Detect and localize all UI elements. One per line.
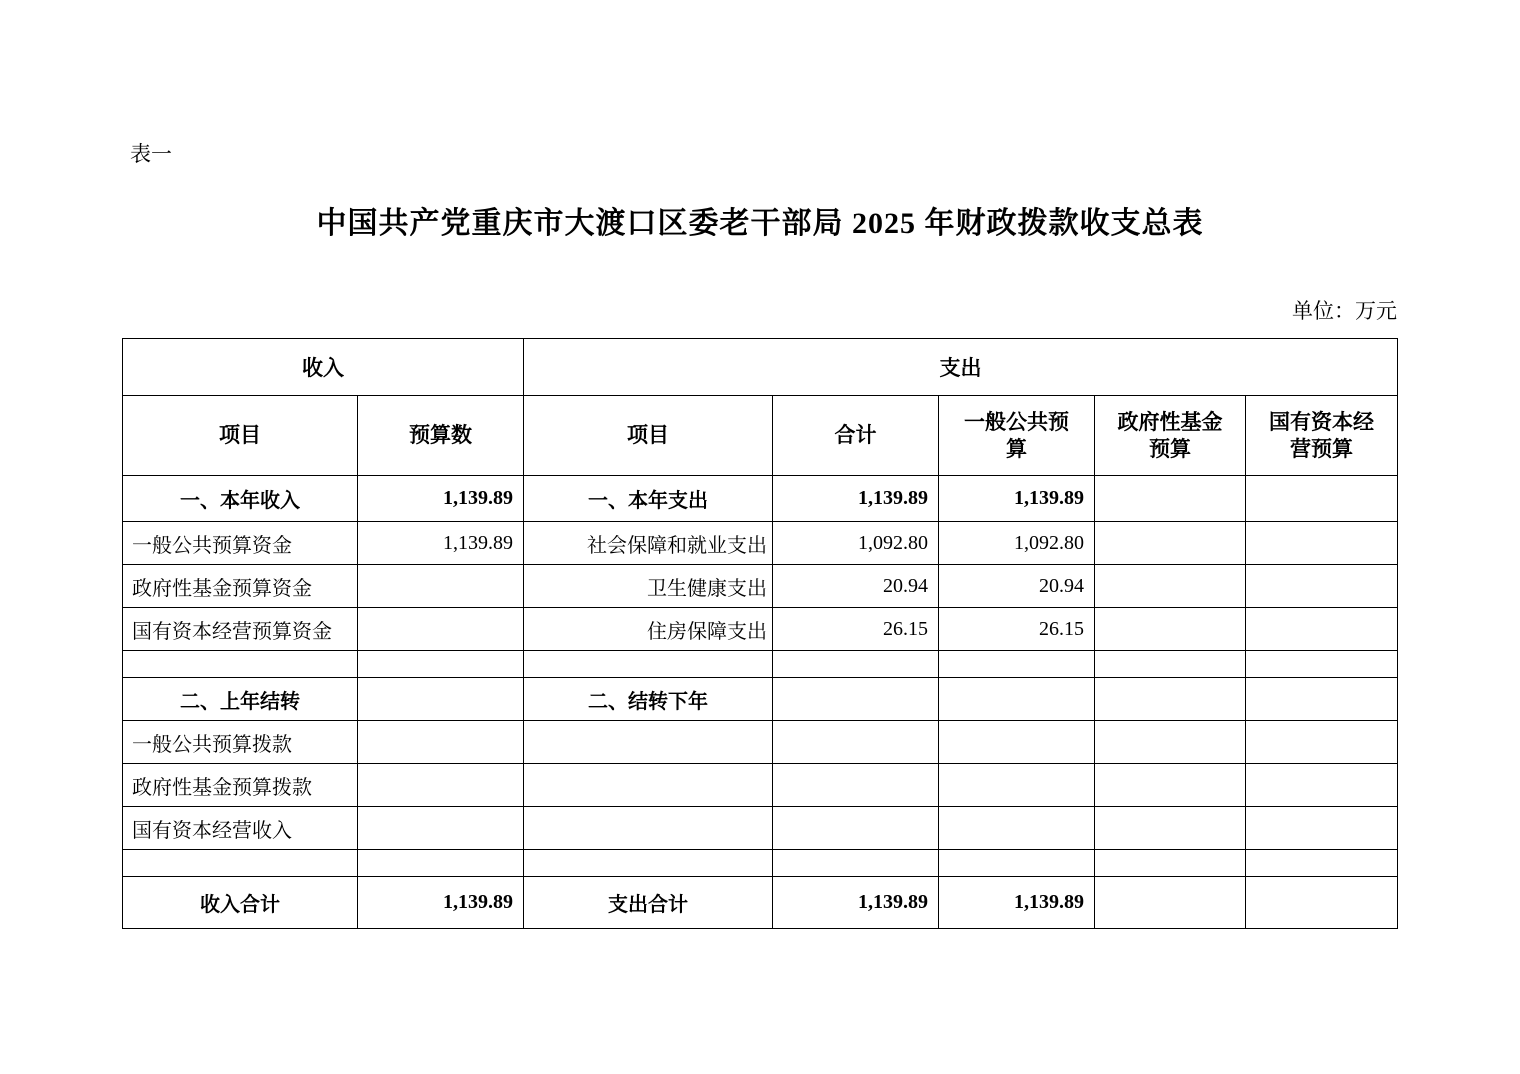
general-public-budget-cell: 1,092.80 bbox=[939, 522, 1095, 565]
expense-total-value-cell: 1,139.89 bbox=[773, 877, 939, 929]
gov-fund-budget-cell bbox=[1095, 565, 1246, 608]
table-row bbox=[123, 522, 1398, 565]
table-row bbox=[123, 721, 1398, 764]
state-capital-budget-cell bbox=[1246, 608, 1398, 651]
expense-item-cell: 二、结转下年 bbox=[524, 678, 773, 721]
state-capital-budget-cell bbox=[1246, 721, 1398, 764]
expense-item-cell bbox=[524, 764, 773, 807]
page-title: 中国共产党重庆市大渡口区委老干部局 2025 年财政拨款收支总表 bbox=[316, 207, 1204, 240]
table-row bbox=[123, 476, 1398, 522]
income-item-cell bbox=[123, 850, 358, 877]
income-budget-cell bbox=[358, 651, 524, 678]
col-header-general-public-budget: 一般公共预算 bbox=[939, 396, 1095, 476]
income-total-value-cell: 1,139.89 bbox=[358, 877, 524, 929]
column-header-row bbox=[123, 396, 1398, 476]
state-capital-budget-cell bbox=[1246, 877, 1398, 929]
group-header-row bbox=[123, 339, 1398, 396]
expense-item-cell: 卫生健康支出 bbox=[524, 565, 773, 608]
state-capital-budget-cell bbox=[1246, 764, 1398, 807]
table-row bbox=[123, 608, 1398, 651]
state-capital-budget-cell bbox=[1246, 476, 1398, 522]
expense-total-cell: 26.15 bbox=[773, 608, 939, 651]
general-public-budget-cell: 1,139.89 bbox=[939, 476, 1095, 522]
state-capital-budget-cell bbox=[1246, 807, 1398, 850]
gov-fund-budget-cell bbox=[1095, 476, 1246, 522]
income-budget-cell bbox=[358, 721, 524, 764]
col-header-expense-total: 合计 bbox=[773, 396, 939, 476]
general-public-budget-cell bbox=[939, 651, 1095, 678]
general-public-budget-cell: 20.94 bbox=[939, 565, 1095, 608]
expense-total-cell bbox=[773, 651, 939, 678]
income-item-cell: 政府性基金预算资金 bbox=[123, 565, 358, 608]
income-budget-cell bbox=[358, 565, 524, 608]
expense-item-cell: 一、本年支出 bbox=[524, 476, 773, 522]
col-header-expense-item: 项目 bbox=[524, 396, 773, 476]
gov-fund-budget-cell bbox=[1095, 522, 1246, 565]
col-header-income-budget: 预算数 bbox=[358, 396, 524, 476]
income-total-label-cell: 收入合计 bbox=[123, 877, 358, 929]
income-item-cell: 一般公共预算资金 bbox=[123, 522, 358, 565]
expense-item-cell bbox=[524, 721, 773, 764]
income-budget-cell bbox=[358, 807, 524, 850]
expense-total-label-cell: 支出合计 bbox=[524, 877, 773, 929]
general-public-budget-cell bbox=[939, 721, 1095, 764]
general-public-budget-cell bbox=[939, 807, 1095, 850]
expense-total-cell bbox=[773, 850, 939, 877]
col-header-state-capital-budget: 国有资本经营预算 bbox=[1246, 396, 1398, 476]
gov-fund-budget-cell bbox=[1095, 807, 1246, 850]
expense-item-cell bbox=[524, 807, 773, 850]
table-row-blank bbox=[123, 651, 1398, 678]
expense-group-header: 支出 bbox=[524, 339, 1398, 396]
state-capital-budget-cell bbox=[1246, 678, 1398, 721]
income-group-header: 收入 bbox=[123, 339, 524, 396]
gov-fund-budget-cell bbox=[1095, 721, 1246, 764]
income-item-cell: 政府性基金预算拨款 bbox=[123, 764, 358, 807]
income-item-cell: 一、本年收入 bbox=[123, 476, 358, 522]
table-row bbox=[123, 764, 1398, 807]
state-capital-budget-cell bbox=[1246, 565, 1398, 608]
general-public-budget-cell bbox=[939, 678, 1095, 721]
general-public-budget-cell bbox=[939, 764, 1095, 807]
state-capital-budget-cell bbox=[1246, 651, 1398, 678]
unit-note: 单位：万元 bbox=[1292, 299, 1397, 323]
state-capital-budget-cell bbox=[1246, 850, 1398, 877]
budget-summary-table bbox=[122, 338, 1398, 929]
income-item-cell: 一般公共预算拨款 bbox=[123, 721, 358, 764]
expense-total-cell: 20.94 bbox=[773, 565, 939, 608]
col-header-gov-fund-budget: 政府性基金预算 bbox=[1095, 396, 1246, 476]
income-item-cell bbox=[123, 651, 358, 678]
expense-total-cell bbox=[773, 807, 939, 850]
expense-total-cell: 1,092.80 bbox=[773, 522, 939, 565]
income-budget-cell bbox=[358, 764, 524, 807]
col-header-income-item: 项目 bbox=[123, 396, 358, 476]
income-budget-cell: 1,139.89 bbox=[358, 522, 524, 565]
gov-fund-budget-cell bbox=[1095, 651, 1246, 678]
income-item-cell: 二、上年结转 bbox=[123, 678, 358, 721]
general-public-budget-cell: 1,139.89 bbox=[939, 877, 1095, 929]
income-budget-cell bbox=[358, 678, 524, 721]
expense-total-cell bbox=[773, 721, 939, 764]
gov-fund-budget-cell bbox=[1095, 764, 1246, 807]
expense-total-cell bbox=[773, 678, 939, 721]
income-item-cell: 国有资本经营收入 bbox=[123, 807, 358, 850]
table-row-total bbox=[123, 877, 1398, 929]
gov-fund-budget-cell bbox=[1095, 608, 1246, 651]
table-row bbox=[123, 807, 1398, 850]
gov-fund-budget-cell bbox=[1095, 678, 1246, 721]
table-number-label: 表一 bbox=[130, 142, 172, 166]
gov-fund-budget-cell bbox=[1095, 850, 1246, 877]
general-public-budget-cell bbox=[939, 850, 1095, 877]
expense-item-cell bbox=[524, 850, 773, 877]
income-item-cell: 国有资本经营预算资金 bbox=[123, 608, 358, 651]
expense-item-cell: 社会保障和就业支出 bbox=[524, 522, 773, 565]
table-row-blank bbox=[123, 850, 1398, 877]
expense-total-cell bbox=[773, 764, 939, 807]
expense-total-cell: 1,139.89 bbox=[773, 476, 939, 522]
table-row bbox=[123, 678, 1398, 721]
gov-fund-budget-cell bbox=[1095, 877, 1246, 929]
expense-item-cell bbox=[524, 651, 773, 678]
table-row bbox=[123, 565, 1398, 608]
state-capital-budget-cell bbox=[1246, 522, 1398, 565]
expense-item-cell: 住房保障支出 bbox=[524, 608, 773, 651]
income-budget-cell bbox=[358, 850, 524, 877]
income-budget-cell: 1,139.89 bbox=[358, 476, 524, 522]
income-budget-cell bbox=[358, 608, 524, 651]
general-public-budget-cell: 26.15 bbox=[939, 608, 1095, 651]
